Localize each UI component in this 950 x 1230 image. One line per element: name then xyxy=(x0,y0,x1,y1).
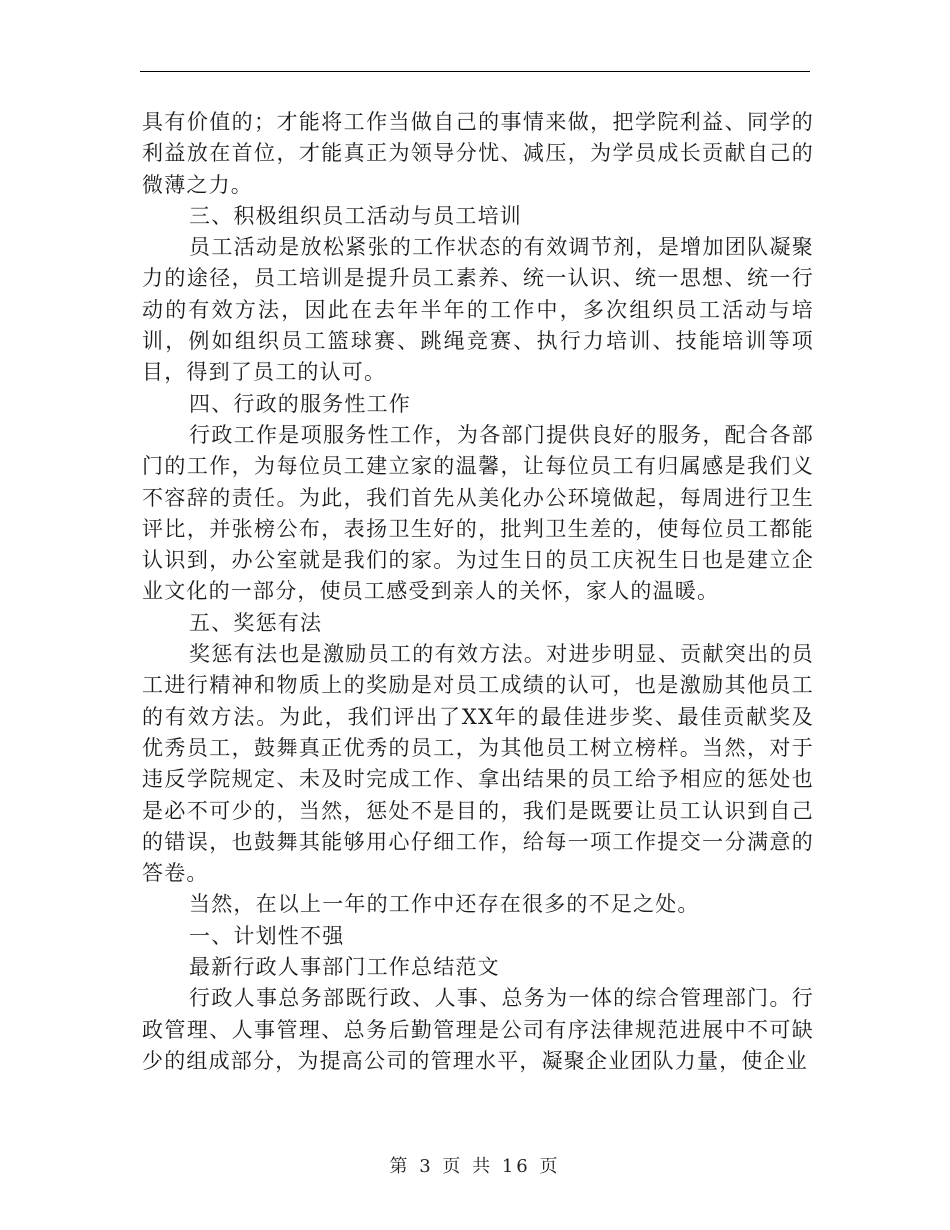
paragraph: 五、奖惩有法 xyxy=(189,610,323,635)
paragraph: 当然，在以上一年的工作中还存在很多的不足之处。 xyxy=(189,892,700,917)
paragraph: 奖惩有法也是激励员工的有效方法。对进步明显、贡献突出的员工进行精神和物质上的奖励是对员工成绩的认可，也是激励其他员工的有效方法。为此，我们评出了XX年的最佳进步奖、最佳贡献奖及优秀员工，鼓舞真正优秀的员工，为其他员工树立榜样。当然，对于违反学院规定、未及时完成工作、拿出结果的员工给予相应的惩处也是必不可少的，当然，惩处不是目的，我们是既要让员工认识到自己的错误，也鼓舞其能够用心仔细工作，给每一项工作提交一分满意的答卷。 xyxy=(142,642,814,886)
paragraph: 具有价值的；才能将工作当做自己的事情来做，把学院利益、同学的利益放在首位，才能真正为领导分忧、减压，为学员成长贡献自己的微薄之力。 xyxy=(142,110,814,197)
paragraph: 四、行政的服务性工作 xyxy=(189,391,411,416)
paragraph: 员工活动是放松紧张的工作状态的有效调节剂，是增加团队凝聚力的途径，员工培训是提升员工素养、统一认识、统一思想、统一行动的有效方法，因此在去年半年的工作中，多次组织员工活动与培训，例如组织员工篮球赛、跳绳竞赛、执行力培训、技能培训等项目，得到了员工的认可。 xyxy=(142,235,814,385)
paragraph: 最新行政人事部门工作总结范文 xyxy=(189,955,500,980)
header-rule xyxy=(140,71,810,72)
paragraph: 一、计划性不强 xyxy=(189,923,345,948)
paragraph: 三、积极组织员工活动与员工培训 xyxy=(189,203,522,228)
page-footer: 第 3 页 共 16 页 xyxy=(389,1156,561,1177)
document-body xyxy=(142,107,814,1077)
paragraph: 行政人事总务部既行政、人事、总务为一体的综合管理部门。行政管理、人事管理、总务后勤管理是公司有序法律规范进展中不可缺少的组成部分，为提高公司的管理水平，凝聚企业团队力量，使企业 xyxy=(142,986,814,1073)
paragraph: 行政工作是项服务性工作，为各部门提供良好的服务，配合各部门的工作，为每位员工建立家的温馨，让每位员工有归属感是我们义不容辞的责任。为此，我们首先从美化办公环境做起，每周进行卫生评比，并张榜公布，表扬卫生好的，批判卫生差的，使每位员工都能认识到，办公室就是我们的家。为过生日的员工庆祝生日也是建立企业文化的一部分，使员工感受到亲人的关怀，家人的温暖。 xyxy=(142,422,814,604)
